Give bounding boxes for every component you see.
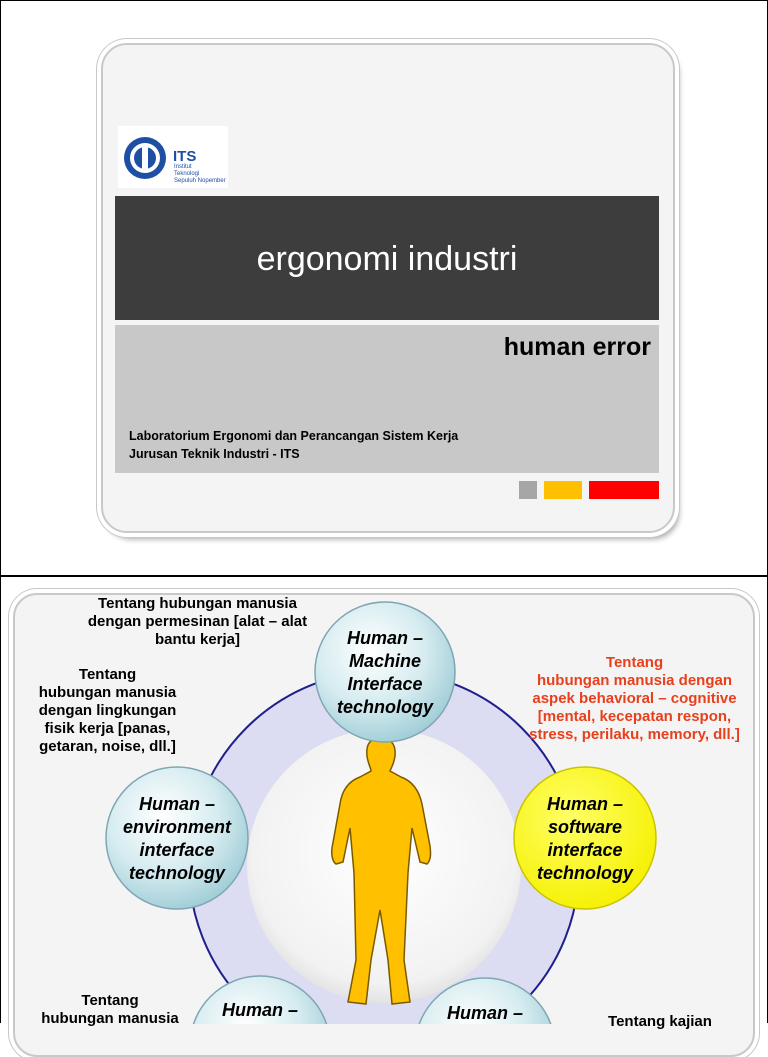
machine-bubble-label: Human – Machine Interface technology — [336, 628, 433, 717]
bottom-right-bubble-label: Human – — [446, 1003, 524, 1023]
software-bubble-label: Human – software interface technology — [536, 794, 633, 883]
software-caption: Tentang hubungan manusia dengan aspek behavioral – cognitive [mental, kecepatan respon, stress, perilaku, memory, dll.] — [529, 654, 740, 743]
logo-acronym: ITS — [173, 148, 197, 165]
its-logo — [118, 126, 228, 188]
environment-caption: Tentang hubungan manusia dengan lingkungan fisik kerja [panas, getaran, noise, dll.] — [38, 666, 177, 755]
its-seal-icon — [122, 135, 168, 181]
subtitle-band — [115, 325, 659, 473]
accent-bar-red — [589, 481, 659, 499]
accent-bar-yellow — [544, 481, 582, 499]
slide-subtitle: human error — [503, 333, 651, 361]
slide-title: ergonomi industri — [256, 240, 518, 278]
machine-caption: Tentang hubungan manusia dengan permesinan [alat – alat bantu kerja] — [87, 595, 308, 648]
department-name: Jurusan Teknik Industri - ITS — [129, 447, 300, 461]
title-band — [115, 196, 659, 320]
bottom-left-caption: Tentang hubungan manusia — [41, 992, 179, 1027]
lab-info — [129, 427, 458, 463]
bottom-left-bubble-label: Human – — [221, 1000, 299, 1020]
accent-square-grey — [519, 481, 537, 499]
lab-name: Laboratorium Ergonomi dan Perancangan Sistem Kerja — [129, 429, 459, 443]
bottom-right-caption: Tentang kajian — [608, 1013, 712, 1030]
logo-institution: Institut Teknologi Sepuluh Nopember — [174, 164, 226, 184]
environment-bubble-label: Human – environment interface technology — [122, 794, 232, 883]
